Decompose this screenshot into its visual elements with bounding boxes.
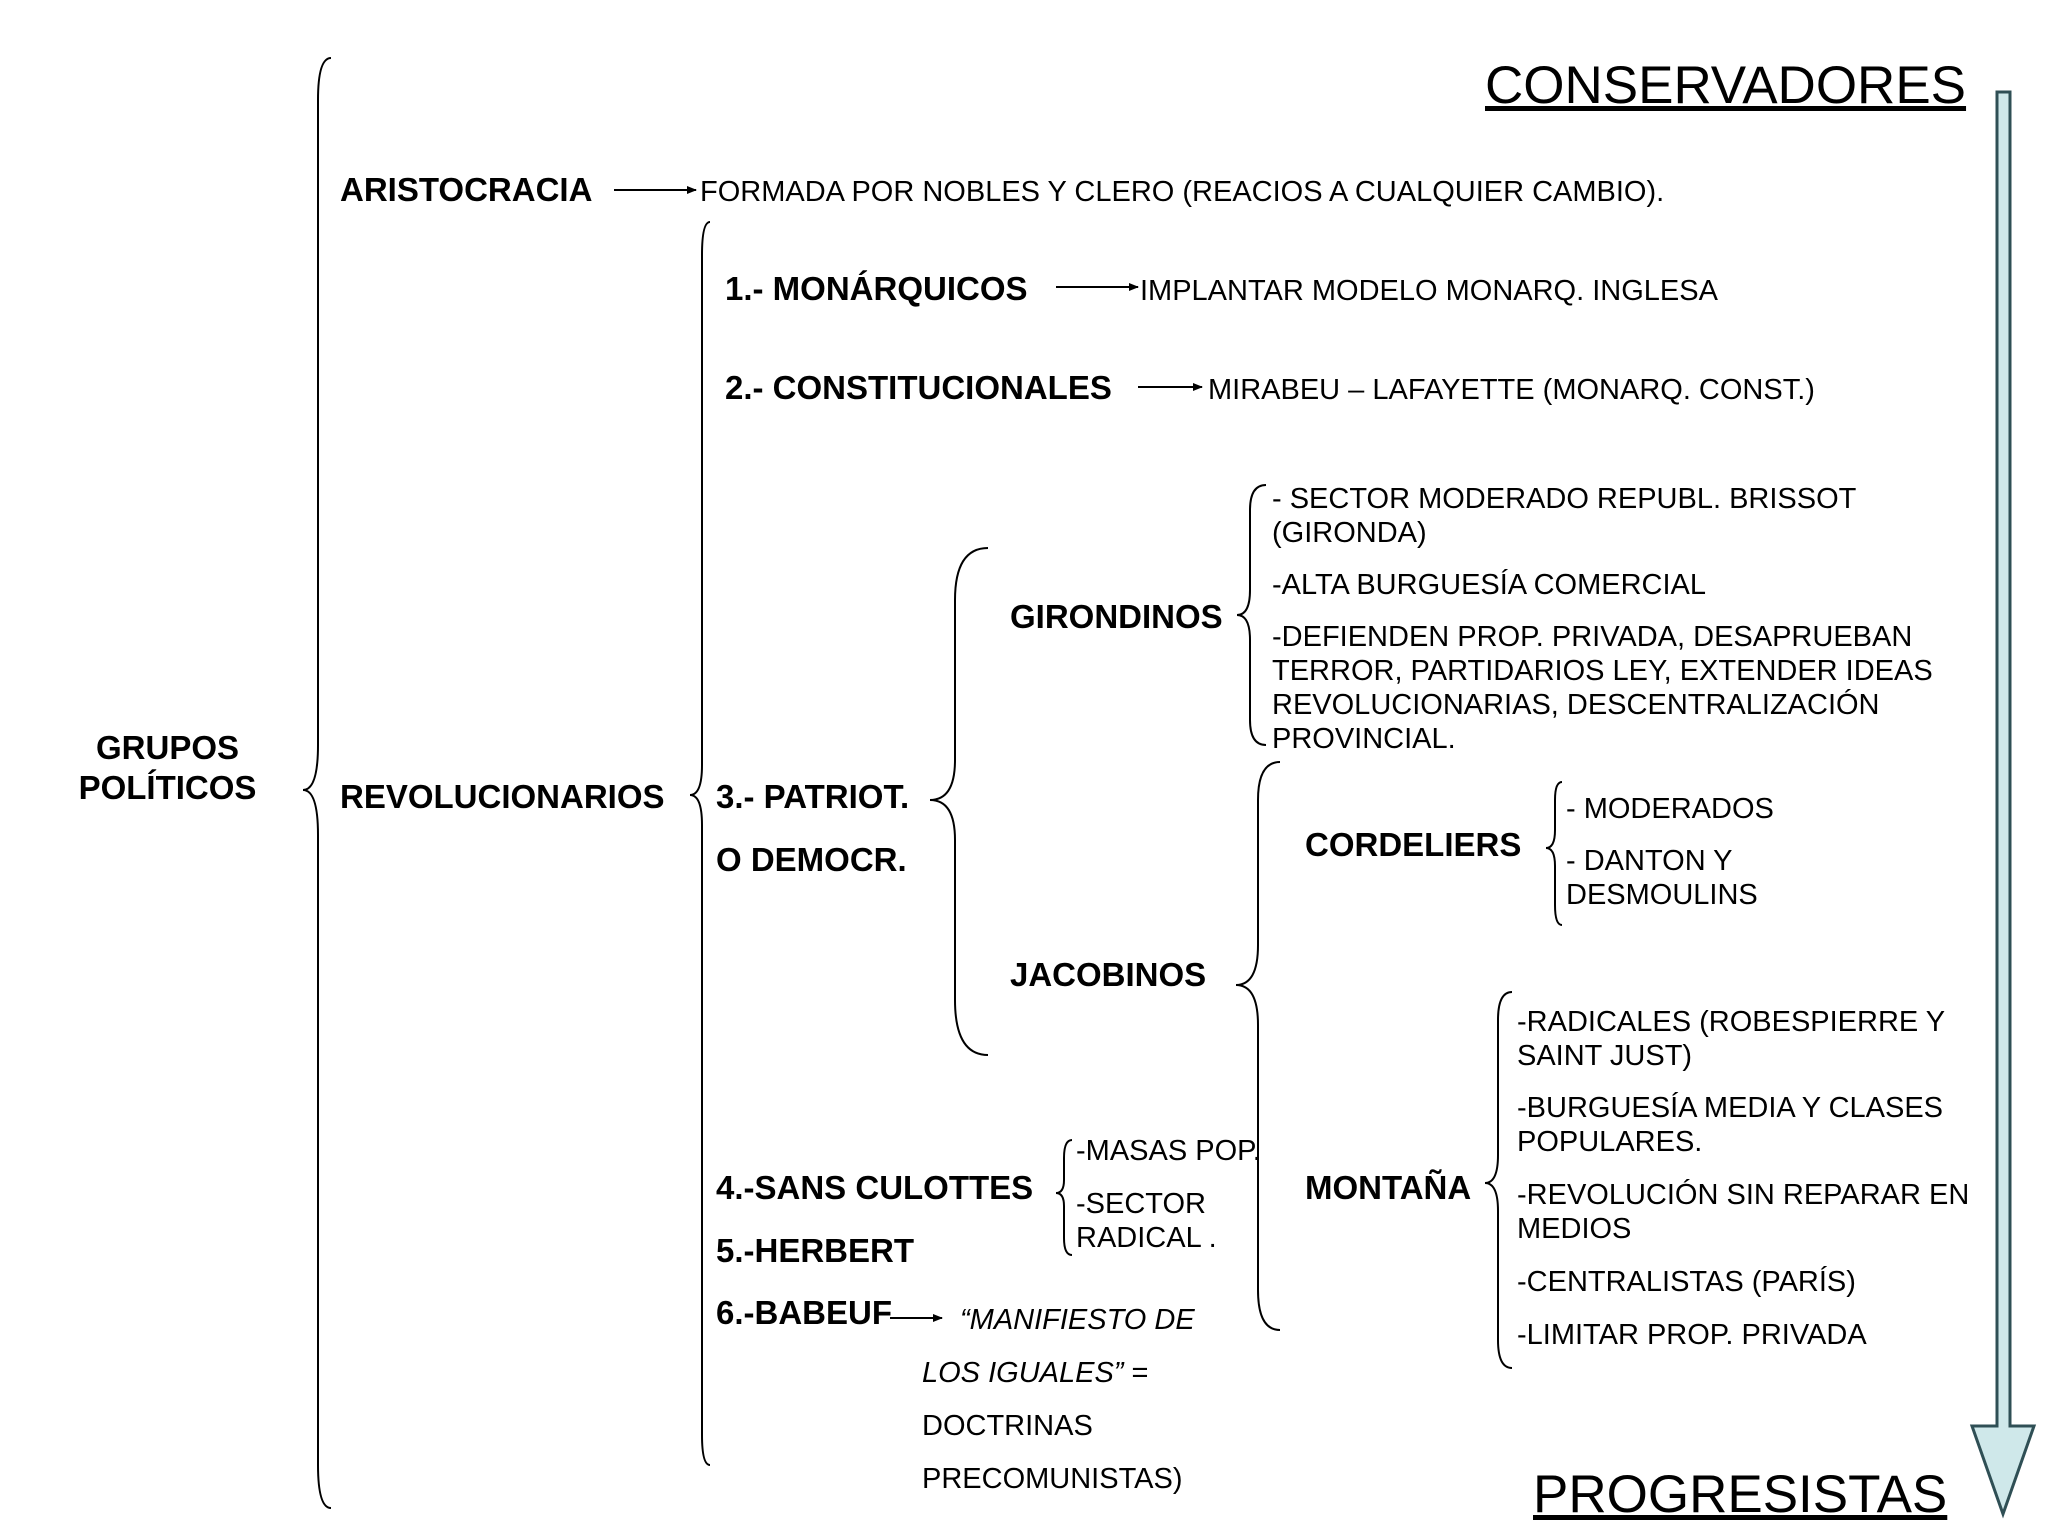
heading-progresistas: PROGRESISTAS	[1533, 1465, 1948, 1524]
sans-culottes-item: -MASAS POP.	[1076, 1135, 1261, 1167]
montana-item: -RADICALES (ROBESPIERRE Y SAINT JUST)	[1517, 1006, 1945, 1072]
brace-cordeliers	[1546, 782, 1562, 925]
brace-montana	[1485, 992, 1512, 1368]
desc-constitucionales: MIRABEU – LAFAYETTE (MONARQ. CONST.)	[1208, 374, 1815, 406]
brace-patriotas	[930, 548, 988, 1055]
node-constitucionales: 2.- CONSTITUCIONALES	[725, 369, 1112, 406]
brace-girondinos	[1237, 485, 1266, 745]
brace-sans-culottes	[1056, 1140, 1072, 1255]
brace-revolucionarios	[690, 222, 710, 1465]
babeuf-rest: = DOCTRINAS PRECOMUNISTAS)	[922, 1357, 1183, 1495]
heading-conservadores: CONSERVADORES	[1485, 56, 1967, 115]
node-patriotas-line1: 3.- PATRIOT.	[716, 778, 910, 815]
cordeliers-item: - DANTON Y DESMOULINS	[1566, 845, 1758, 911]
girondinos-item: - SECTOR MODERADO REPUBL. BRISSOT (GIRONDA)	[1272, 483, 1856, 549]
root-label-line1: GRUPOS	[95, 729, 240, 766]
babeuf-desc	[922, 1294, 1222, 1506]
progression-arrow	[1972, 92, 2034, 1514]
node-revolucionarios: REVOLUCIONARIOS	[340, 778, 665, 815]
node-aristocracia: ARISTOCRACIA	[340, 171, 593, 208]
girondinos-item: -ALTA BURGUESÍA COMERCIAL	[1272, 569, 1707, 601]
node-montana: MONTAÑA	[1305, 1169, 1472, 1206]
montana-item: -BURGUESÍA MEDIA Y CLASES POPULARES.	[1517, 1092, 1944, 1158]
desc-monarquicos: IMPLANTAR MODELO MONARQ. INGLESA	[1140, 275, 1718, 307]
montana-item: -CENTRALISTAS (PARÍS)	[1517, 1266, 1856, 1298]
node-babeuf: 6.-BABEUF	[716, 1294, 893, 1331]
root-label-line2: POLÍTICOS	[78, 768, 257, 806]
node-jacobinos: JACOBINOS	[1010, 956, 1207, 993]
root-label	[55, 728, 280, 807]
node-patriotas-line2: O DEMOCR.	[716, 841, 907, 878]
node-sans-culottes: 4.-SANS CULOTTES	[716, 1169, 1034, 1206]
node-cordeliers: CORDELIERS	[1305, 826, 1522, 863]
girondinos-item: -DEFIENDEN PROP. PRIVADA, DESAPRUEBAN TERROR, PARTIDARIOS LEY, EXTENDER IDEAS REVOLUCIONARIAS, DESCENTRALIZACIÓN PROVINCIAL.	[1272, 621, 1933, 755]
node-herbert: 5.-HERBERT	[716, 1232, 915, 1269]
montana-item: -LIMITAR PROP. PRIVADA	[1517, 1319, 1867, 1351]
cordeliers-item: - MODERADOS	[1566, 793, 1774, 825]
node-monarquicos: 1.- MONÁRQUICOS	[725, 270, 1028, 307]
brace-grupos	[303, 58, 331, 1508]
montana-item: -REVOLUCIÓN SIN REPARAR EN MEDIOS	[1517, 1179, 1970, 1245]
babeuf-quote: “MANIFIESTO DE LOS IGUALES”	[922, 1304, 1195, 1389]
node-girondinos: GIRONDINOS	[1010, 598, 1223, 635]
desc-aristocracia: FORMADA POR NOBLES Y CLERO (REACIOS A CUALQUIER CAMBIO).	[700, 176, 1665, 208]
sans-culottes-item: -SECTOR RADICAL .	[1076, 1188, 1217, 1254]
